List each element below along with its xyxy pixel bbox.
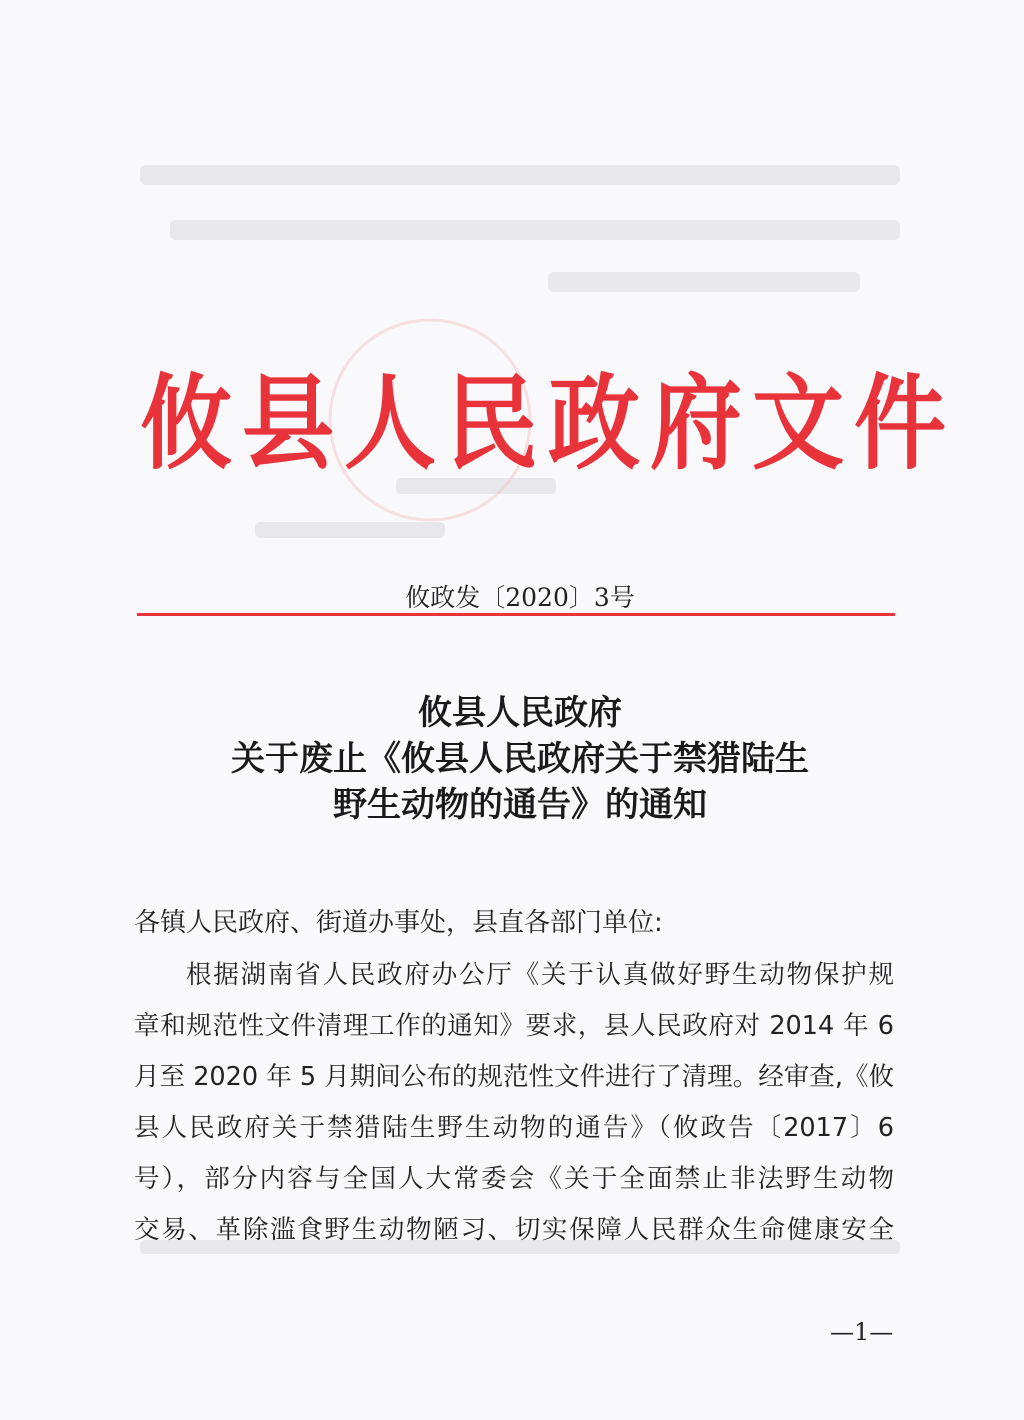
body-line: 县人民政府关于禁猎陆生野生动物的通告》（攸政告〔2017〕6 <box>134 1113 894 1143</box>
body-line: 章和规范性文件清理工作的通知》要求，县人民政府对 2014 年 6 <box>134 1011 894 1041</box>
title-line: 野生动物的通告》的通知 <box>333 785 707 825</box>
red-separator-line <box>137 613 895 616</box>
page-number: —1— <box>830 1318 894 1346</box>
addressee-line: 各镇人民政府、街道办事处，县直各部门单位: <box>134 908 663 938</box>
body-line: 号），部分内容与全国人大常委会《关于全面禁止非法野生动物 <box>134 1164 894 1194</box>
title-line: 关于废止《攸县人民政府关于禁猎陆生 <box>231 739 809 779</box>
document-title <box>140 690 900 828</box>
document-number: 攸政发〔2020〕3号 <box>405 583 635 612</box>
body-line: 月至 2020 年 5 月期间公布的规范性文件进行了清理。经审查,《攸 <box>134 1062 894 1092</box>
body-paragraph <box>134 950 894 1256</box>
document-header-title: 攸县人民政府文件 <box>140 362 957 484</box>
body-line: 交易、革除滥食野生动物陋习、切实保障人民群众生命健康安全 <box>134 1215 894 1245</box>
title-line: 攸县人民政府 <box>418 693 622 733</box>
body-line: 根据湖南省人民政府办公厅《关于认真做好野生动物保护规 <box>186 960 894 990</box>
